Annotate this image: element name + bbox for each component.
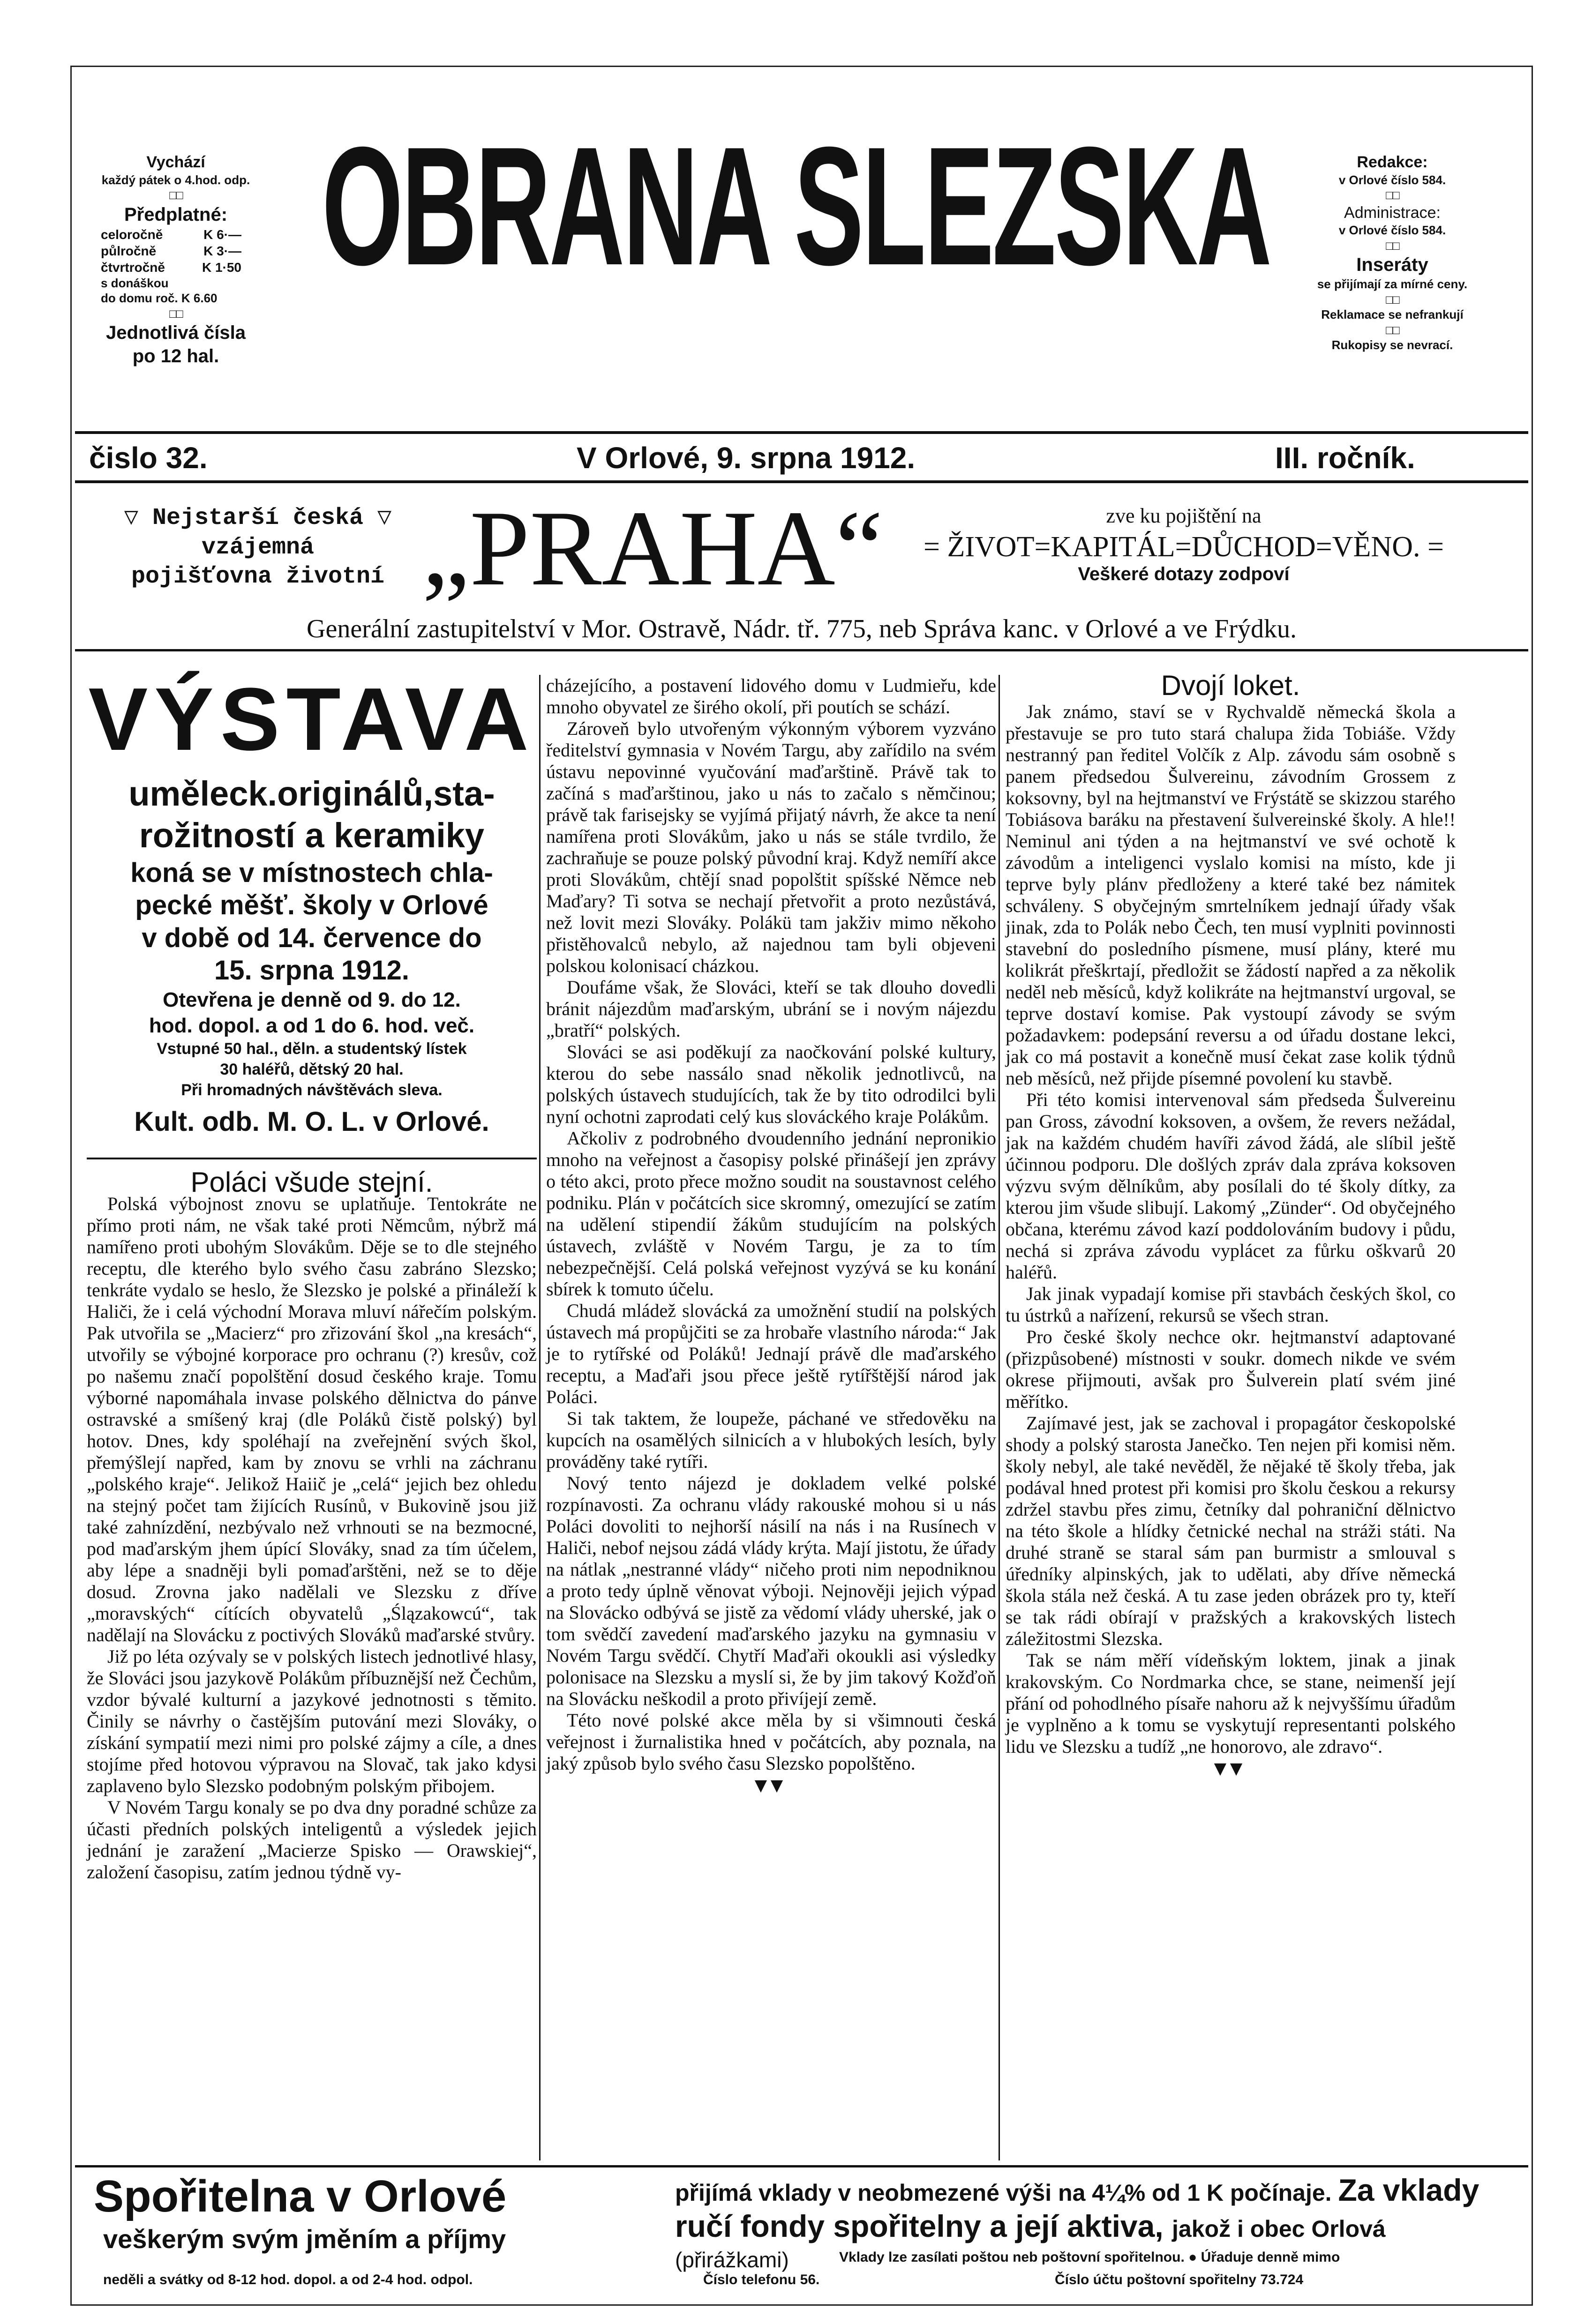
bank-ad-sub2: (přirážkami) — [675, 2248, 789, 2272]
advertising-note: se přijímají za mírné ceny. — [1317, 277, 1468, 291]
bank-phone: Číslo telefonu 56. — [703, 2272, 820, 2287]
masthead-right-info — [1275, 152, 1509, 353]
ornament: □□ — [169, 188, 182, 202]
praha-ad-left — [80, 504, 436, 592]
bank-ad-subline: veškerým svým jměním a příjmy — [103, 2224, 506, 2254]
vystava-line: v době od 14. července do — [142, 922, 482, 953]
vystava-line: rožitností a keramiky — [139, 815, 485, 855]
editorial-label: Redakce: — [1357, 153, 1428, 171]
vystava-body — [87, 773, 537, 1138]
praha-ad-bottom: Generální zastupitelství v Mor. Ostravě, Nádr. tř. 775, neb Správa kanc. v Orlové a ve Frýdku. — [307, 614, 1297, 643]
column-rule — [87, 1158, 537, 1159]
column-divider — [539, 675, 541, 2160]
article-paragraph: Již po léta ozývaly se v polských listech jednotlivé hlasy, že Slováci jsou jazykově Polákům příbuznější než Čechům, vzdor bývalé kulturní a jazykové jednotnosti s těmito. Činily se návrhy o častějším putování mezi Slováky, o získání sympatií mezi nimi pro polské zájmy a cíle, a dnes stojíme před hotovou výpravou na Slovač, tak jako kdysi zaplaveno bylo Slezsko podobným polským přibojem. — [87, 1646, 537, 1796]
article-end-mark: ▾▾ — [755, 1772, 788, 1797]
praha-ad-line: ▽ Nejstarší česká ▽ — [124, 505, 392, 531]
bank-ad-line — [675, 2172, 1479, 2208]
bank-hours: neděli a svátky od 8-12 hod. dopol. a od 2-4 hod. odpol. — [103, 2272, 473, 2287]
vystava-line: Kult. odb. M. O. L. v Orlové. — [134, 1106, 489, 1137]
praha-ad-line: vzájemná — [201, 534, 315, 561]
bank-ad-note: Vklady lze zasílati poštou neb poštovní spořitelnou. ● Úřaduje denně mimo — [839, 2249, 1340, 2265]
volume-number: III. ročník. — [1275, 441, 1415, 475]
bank-ad-text: jakož i obec Orlová — [1172, 2216, 1386, 2242]
vystava-line: pecké měšť. školy v Orlové — [135, 890, 488, 921]
vystava-line: 30 haléřů, dětský 20 hal. — [220, 1061, 404, 1079]
praha-logo: „PRAHA“ — [422, 488, 883, 608]
ornament: □□ — [1386, 238, 1399, 253]
manuscripts-note: Rukopisy se nevrací. — [1331, 338, 1453, 352]
ad-rule — [75, 649, 1528, 651]
vystava-line: Otevřena je denně od 9. do 12. — [163, 988, 461, 1011]
ornament: □□ — [1386, 322, 1399, 337]
praha-ad-line: pojišťovna životní — [131, 563, 385, 590]
vystava-title: VÝSTAVA — [88, 670, 535, 769]
ornament: □□ — [1386, 188, 1399, 202]
delivery-note: s donáškou — [101, 276, 169, 290]
praha-ad-products: = ŽIVOT=KAPITÁL=DŮCHOD=VĚNO. = — [924, 531, 1444, 563]
advertising-label: Inseráty — [1356, 254, 1428, 275]
article-paragraph: Doufáme však, že Slováci, kteří se tak dlouho dovedli bránit nájezdům maďarským, ubrání se i novým nájezdu „bratří“ polských. — [546, 977, 996, 1041]
administration-address: v Orlové číslo 584. — [1338, 223, 1446, 237]
article-paragraph: Zajímavé jest, jak se zachoval i propagátor českopolské shody a polský starosta Janečko. Ten nejen při komisi něm. školy nebyl, ale také nevěděl, že nějaké tě školy třeba, jak podával hned protest při komisi pro školu českou a rekursy zdržel stavbu přes zimu, četníky dal pohraniční dělnictvo na této škole a hlídky četnické nechal na stráži státi. Na druhé straně se staral sám pan burmistr a smlouval s úředníky alpinských, jak to udělati, aby dříve německá škola stála než česká. A tu zase jeden obrázek pro ty, kteří se tak rádi obírají v pražských a krakovských listech záležitostmi Slezska. — [1006, 1412, 1456, 1649]
masthead-rule — [75, 431, 1528, 434]
article-paragraph: Si tak taktem, že loupeže, páchané ve středověku na kupcích na osamělých silnicích a v hlubokých lesích, byly prováděny také rytíři. — [546, 1408, 996, 1472]
article-paragraph: Této nové polské akce měla by si všimnouti česká veřejnost i žurnalistika hned v počátcích, aby poznala, na jaký způsob bylo svého času Slezsko popolštěno. — [546, 1710, 996, 1774]
article-paragraph: Chudá mládež slovácká za umožnění studií na polských ústavech má propůjčiti se za hrobaře vlastního národa:“ Jak je to rytířské od Poláků! Jednají právě dle maďarského receptu, a Maďaři jsou přece ještě rytířštější národ jak Poláci. — [546, 1300, 996, 1407]
article-paragraph: Jak známo, staví se v Rychvaldě německá škola a přestavuje se pro tuto stará chalupa žida Tobiáše. Vždy nestranný pan ředitel Volčík z Alp. závodu sám osobně s panem předsedou Šulvereinu, závodním Grossem z koksovny, byl na hejtmanství ve Frýstátě se skizzou starého Tobiásova baráku na přestavení šulvereinské školy. A hle!! Neminul ani týden a na hejtmanství ve své ochotě k závodům a inteligenci vyslalo komisi na místo, kde ji teprve byly plánv předloženy a které také bez námitek schváleny. S obyčejným smrtelníkem jednají úřady však jinak, zda to Polák nebo Čech, ten musí vyplniti povinnosti stavební do posledního písmene, musí plány, které mu kolikrát přeškrtají, předložit se žádostí napřed a za několik neděl neb měsíců, když kolikráte na hejtmanství urgoval, se teprve dostaví komise. Pak vystoupí závody se svým požadavkem: podepsání reversu a od úřadu dostane lekci, jak co má postavit a konečně musí čekat zase kolik týdnů neb měsíců, než přijde písemné povolení ku stavbě. — [1006, 701, 1456, 1089]
article-polaci — [87, 1166, 537, 1883]
bank-ad-text: přijímá vklady v neobmezené výši na 4¼% od 1 K počínaje. — [675, 2180, 1332, 2206]
article-paragraph: Pro české školy nechce okr. hejtmanství adaptované (přizpůsobené) místnosti v soukr. domech nikde ve svém okrese přijmouti, avšak pro Šulverein platí svém jiné měřítko. — [1006, 1326, 1456, 1412]
article-paragraph: Ačkoliv z podrobného dvoudenního jednání nepronikio mnoho na veřejnost a časopisy polské přinášejí jen zprávy o této akci, proto přece možno soudit na soustavnost celého podniku. Plán v počátcích sice skromný, omezující se zatím na udělení stipendií žákům studujícím na polských ústavech, zvláště v Novém Targu, je za to tím nebezpečnější. Celá polská veřejnost vyzývá se ku konání sbírek k tomuto účelu. — [546, 1128, 996, 1300]
editorial-address: v Orlové číslo 584. — [1338, 172, 1446, 187]
dateline-rule — [75, 480, 1528, 483]
article-paragraph: Polská výbojnost znovu se uplatňuje. Tentokráte ne přímo proti nám, ne však také proti Němcům, nýbrž má namířeno proti ubohým Slovákům. Děje se to dle stejného receptu, dle kterého bylo svého času zabráno Slezsko; tenkráte vydalo se heslo, že Slezsko je polské a přináleží k Haliči, že i celá východní Morava mluví nářečím polským. Pak utvořila se „Macierz“ pro zřizování škol „na kresách“, utvořily se výbojné korporace pro ochranu (?) kresův, což po našemu značí popolštění dosud českého kraje. Tomu výborné napomáhala invase polského dělnictva do pánve ostravské a smíšený kraj (dle Poláků čistě polský) byl hotov. Dnes, kdy spoléhají na zveřejnění svých škol, přemýšlejí napřed, kam by znovu se vrhli na záchranu „polského kraje“. Jelikož Haiič je „celá“ jejich bez ohledu na stejný počet tam žijících Rusínů, v Bukovině jsou již také zahnízdění, nezbývalo než vrhnouti se na bezmocné, pod maďarským jhem úpící Slováky, snad za tím účelem, aby lépe a snadněji byli pomaďarštěni, než se to děje dosud. Zrovna jako nadělali ve Slezsku z dříve „moravských“ cítících obyvatelů „Ślązakowcú“, tak nadělají na Slovácku z poctivých Slováků maďarské stvůry. — [87, 1193, 537, 1645]
price-row: půlročně K 3·— — [101, 243, 241, 258]
article-paragraph: cházejícího, a postavení lidového domu v Ludmieřu, kde mnoho obyvatel ze širého okolí, při poutích se schází. — [546, 675, 996, 717]
vystava-line: koná se v místnostech chla- — [130, 857, 493, 888]
publication-schedule: Vychází — [146, 153, 205, 171]
bottom-ad-rule — [75, 2165, 1528, 2167]
complaints-note: Reklamace se nefrankují — [1321, 307, 1464, 321]
vystava-line: 15. srpna 1912. — [214, 955, 409, 986]
article-paragraph: Zároveň bylo utvořeným výkonným výborem vyzváno ředitelství gymnasia v Novém Targu, aby zařídilo na svém ústavu nepovinné vyučování maďarštině. Právě tak to začíná s maďarštinou, jako u nás to začalo s němčinou; právě tak farisejsky se vyjímá přijatý návrh, že akce ta není namířena proti Slovákům, jako u nás se stále tvrdilo, že zachraňuje se pouze polský původní kraj. Když nemíří akce proti Slovákům, chtějí snad popolštit spíšské Němce neb Maďary? Ti sotva se nechají přetvořit a proto nezůstává, než lovit mezi Slováky. Polákü tam jakživ mimo někoho přistěhovalců nebylo, až najednou tam byli objeveni polskou kolonisací cházkou. — [546, 718, 996, 976]
issue-number: čislo 32. — [89, 441, 208, 475]
bank-account: Číslo účtu poštovní spořitelny 73.724 — [1055, 2272, 1304, 2287]
article-end-mark: ▾▾ — [1214, 1756, 1247, 1780]
article-paragraph: Při této komisi intervenoval sám předseda Šulvereinu pan Gross, závodní koksoven, a ovšem, že revers nežádal, jak na každém chudém havíři závod žádá, ale slíbil ještě účinnou podporu. Dle došlých zpráv dala zpráva koksoven výzvu svým dělníkům, aby posílali do té školy dítky, za kterou jim všude slibují. Lakomý „Zünder“. Od obyčejného občana, kterému závod kazí poddolováním budovy i půdu, nechá si zpráva závodu vyplácet za fůrku oškvarů 20 haléřů. — [1006, 1089, 1456, 1283]
vystava-line: Vstupné 50 hal., děln. a studentský lístek — [157, 1039, 467, 1058]
bank-ad-text: Za vklady — [1338, 2173, 1479, 2207]
vystava-ad — [87, 670, 537, 1138]
article-paragraph: Jak jinak vypadají komise při stavbách českých škol, co tu ústrků a nařízení, rekursů se všech stran. — [1006, 1283, 1456, 1326]
article-paragraph: V Novém Targu konaly se po dva dny poradné schůze za účasti předních polských inteligentů a výsledek jejich jednání je zaražení „Macierze Spisko — Orawskiej“, založení časopisu, zatím jednou týdně vy- — [87, 1797, 537, 1883]
vystava-line: uměleck.originálů,sta- — [128, 774, 495, 813]
praha-ad-right — [881, 504, 1486, 585]
bank-ad-line — [675, 2208, 1386, 2244]
administration-label: Administrace: — [1344, 203, 1441, 222]
vystava-line: Při hromadných návštěvách sleva. — [181, 1081, 443, 1099]
bank-name: Spořitelna v Orlové — [94, 2171, 507, 2221]
article-heading: Dvojí loket. — [1161, 670, 1300, 701]
newspaper-title: OBRANA SLEZSKA — [322, 112, 1270, 300]
praha-ad-line: zve ku pojištění na — [1106, 504, 1262, 527]
bank-ad-text: ručí fondy spořitelny a její aktiva, — [675, 2209, 1164, 2243]
delivery-price: do domu roč. K 6.60 — [101, 291, 218, 305]
price-row: čtvrtročně K 1·50 — [101, 260, 241, 275]
single-copy-price: po 12 hal. — [132, 346, 219, 366]
praha-ad-line: Veškeré dotazy zodpoví — [1078, 564, 1290, 584]
article-paragraph: Nový tento nájezd je dokladem velké polské rozpínavosti. Za ochranu vlády rakouské mohou si u nás Poláci dovoliti to nejhorší násilí na nás i na Rusínech v Haliči, nebof nejsou zádá vlády krýta. Mají jistotu, že úřady na nátlak „nestranné vlády“ ničeho proti nim nepodniknou a proto tedy úplně věnovat výboji. Nejnověji jejich výpad na Slovácko odbývá se jistě za vědomí vlády uherské, jak o tom svědčí zavedení maďarského jazyku na gymnasiu v Novém Targu svědčí. Chytří Maďaři okoukli asi výsledky polonisace na Slezsku a myslí si, že by jim takový Kožďoň na Slovácku neškodil a proto přivíjejí země. — [546, 1472, 996, 1709]
column-divider — [999, 675, 1000, 2160]
ornament: □□ — [169, 306, 182, 321]
article-heading: Poláci všude stejní. — [190, 1166, 433, 1198]
article-polaci-continued — [546, 675, 996, 1796]
vystava-line: hod. dopol. a od 1 do 6. hod. več. — [149, 1014, 475, 1037]
ornament: □□ — [1386, 292, 1399, 306]
subscription-heading: Předplatné: — [124, 204, 228, 225]
article-dvoji-loket — [1006, 670, 1456, 1780]
price-row: celoročně K 6·— — [101, 227, 241, 242]
article-paragraph: Slováci se asi poděkují za naočkování polské kultury, kterou do sebe nassálo snad několik jednotlivců, na polských ústavech studujících, tak že by tito odrodilci byli nyní ochotni zaprodati celý kus slováckého kraje Polákům. — [546, 1041, 996, 1127]
single-copy-label: Jednotlivá čísla — [106, 322, 246, 343]
publication-schedule-detail: každý pátek o 4.hod. odp. — [101, 172, 250, 187]
article-paragraph: Tak se nám měří vídeňským loktem, jinak a jinak krakovským. Co Nordmarka chce, se stane, neimenší její přání od pohodlného písaře nahoru až k nejvyššímu úřadům je vyplněno a k tomu se vyskytují representanti polského lidu ve Slezsku a tudíž „ne honorovo, ale zdravo“. — [1006, 1650, 1456, 1757]
issue-date: V Orlové, 9. srpna 1912. — [577, 441, 916, 475]
